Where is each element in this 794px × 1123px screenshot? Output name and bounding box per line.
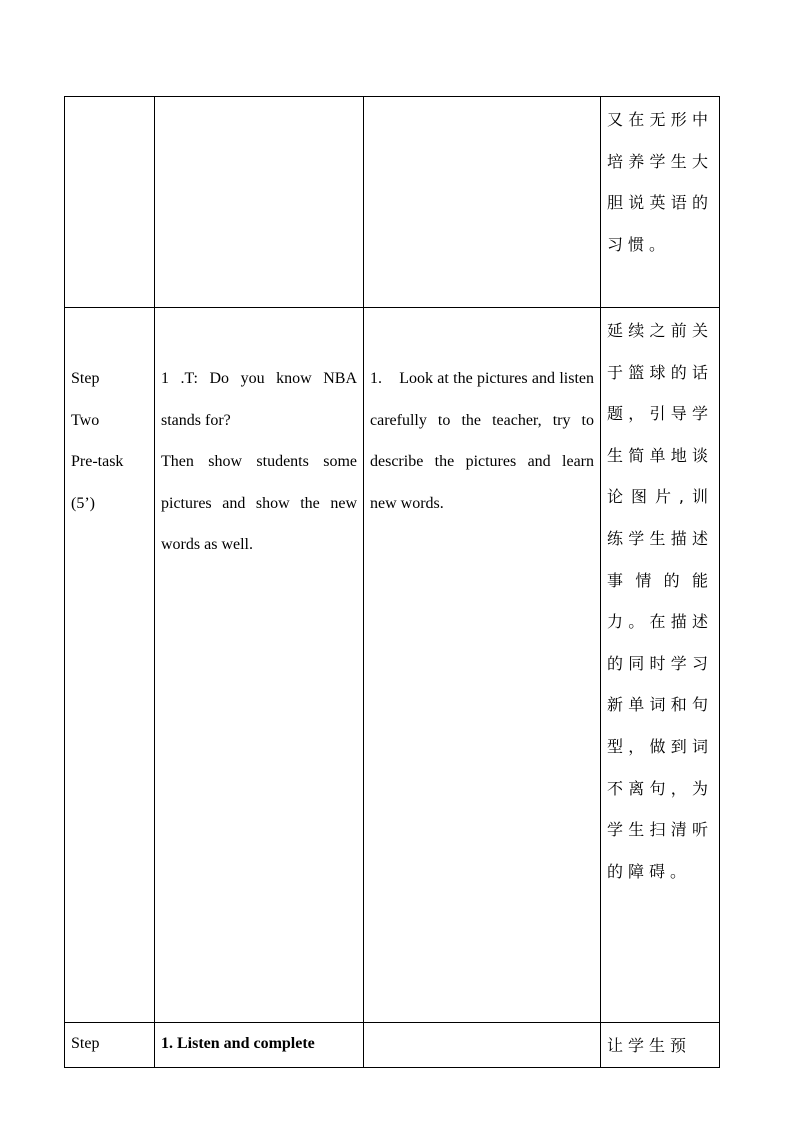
purpose-cell: 又在无形中培养学生大胆说英语的习惯。	[601, 97, 720, 308]
table-row	[65, 1023, 720, 1068]
teacher-activity-cell	[155, 308, 364, 1023]
student-activity-cell: 1. Look at the pictures and listen carefully to the teacher, try to describe the pictures and learn new words.	[364, 308, 601, 1023]
teacher-activity-cell	[155, 97, 364, 308]
step-duration: (5’)	[71, 494, 95, 512]
step-stage: Pre-task	[71, 453, 124, 471]
table-row	[65, 97, 720, 308]
student-activity-cell	[364, 1023, 601, 1068]
purpose-cell: 延续之前关于篮球的话题，引导学生简单地谈论图片,训练学生描述事情的能力。在描述的同时学习新单词和句型，做到词不离句，为学生扫清听的障碍。	[601, 308, 720, 1023]
step-number: Two	[71, 411, 100, 429]
step-cell: Step	[65, 1023, 155, 1068]
table-row	[65, 308, 720, 1023]
step-label: Step	[71, 370, 100, 387]
step-cell	[65, 308, 155, 1023]
lesson-plan-table	[64, 96, 720, 1068]
step-cell	[65, 97, 155, 308]
teacher-activity-line: Then show students some pictures and show the new words as well.	[161, 453, 357, 554]
teacher-activity-line: 1 .T: Do you know NBA stands for?	[161, 370, 357, 429]
teacher-activity-cell: 1. Listen and complete	[155, 1023, 364, 1068]
purpose-cell: 让学生预	[601, 1023, 720, 1068]
student-activity-cell	[364, 97, 601, 308]
